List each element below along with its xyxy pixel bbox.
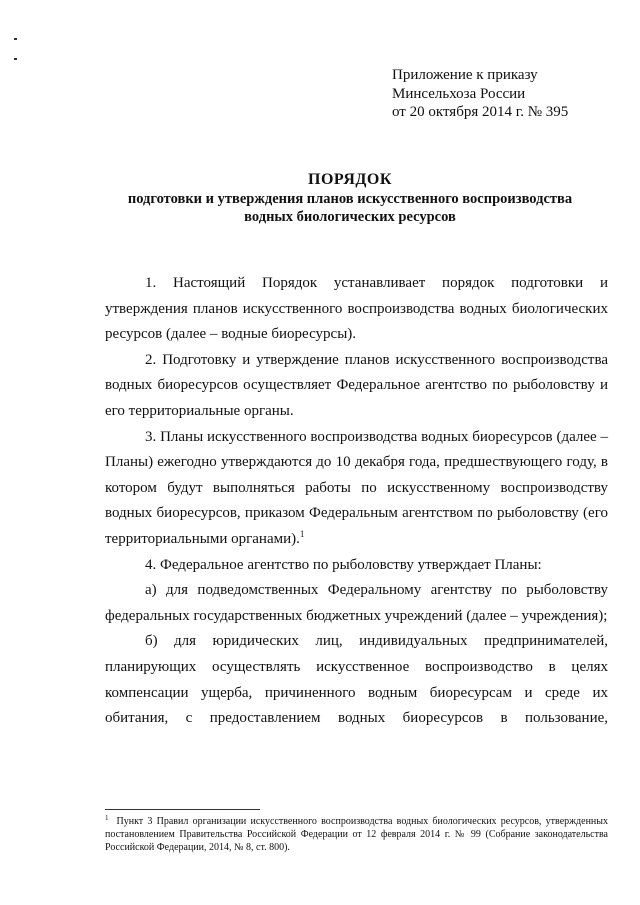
- title-main: ПОРЯДОК: [308, 171, 392, 188]
- title-subtitle-2: водных биологических ресурсов: [244, 209, 456, 225]
- footnote: [105, 815, 608, 854]
- paragraph-2: 2. Подготовку и утверждение планов искусственного воспроизводства водных биоресурсов осуществляет Федеральное агентство по рыболовству и его территориальные органы.: [105, 351, 608, 419]
- document-title: [90, 170, 610, 226]
- approval-stamp: [392, 66, 568, 122]
- paragraph-4a: а) для подведомственных Федеральному агентству по рыболовству федеральных государственных бюджетных учреждений (далее – учреждения);: [105, 582, 608, 624]
- footnote-divider: [105, 809, 260, 810]
- paragraph-3: [105, 425, 608, 553]
- footnote-reference[interactable]: 1: [299, 528, 305, 539]
- scan-mark-middle: [14, 58, 17, 60]
- paragraph-3-text: 3. Планы искусственного воспроизводства водных биоресурсов (далее – Планы) ежегодно утверждаются до 10 декабря года, предшествующего году, в котором будут выполняться работы по искусственному воспроизводству водных биоресурсов, приказом Федеральным агентством по рыболовству (его территориальными органами).: [105, 428, 608, 547]
- approval-line-2: Минсельхоза России: [392, 85, 526, 102]
- approval-line-3: от 20 октября 2014 г. № 395: [392, 104, 569, 120]
- approval-line-1: Приложение к приказу: [392, 67, 538, 83]
- paragraph-4: 4. Федеральное агентство по рыболовству утверждает Планы:: [145, 556, 542, 573]
- paragraph-4b: б) для юридических лиц, индивидуальных предпринимателей, планирующих осуществлять искусственное воспроизводство в целях компенсации ущерба, причиненного водным биоресурсам и среде их обитания, с предоставлением водных биоресурсов в пользование,: [105, 633, 608, 727]
- footnote-number: 1: [105, 813, 109, 822]
- footnote-text: Пункт 3 Правил организации искусственного воспроизводства водных биологических ресурсов, утвержденных постановлением Правительства Российской Федерации от 12 февраля 2014 г. № 99 (Собрание законодательства Российской Федерации, 2014, № 8, ст. 800).: [105, 816, 608, 853]
- scan-mark-top: [14, 38, 17, 40]
- paragraph-1: 1. Настоящий Порядок устанавливает порядок подготовки и утверждения планов искусственного воспроизводства водных биологических ресурсов (далее – водные биоресурсы).: [105, 275, 608, 343]
- title-subtitle-1: подготовки и утверждения планов искусственного воспроизводства: [127, 191, 573, 207]
- document-body: [105, 271, 608, 732]
